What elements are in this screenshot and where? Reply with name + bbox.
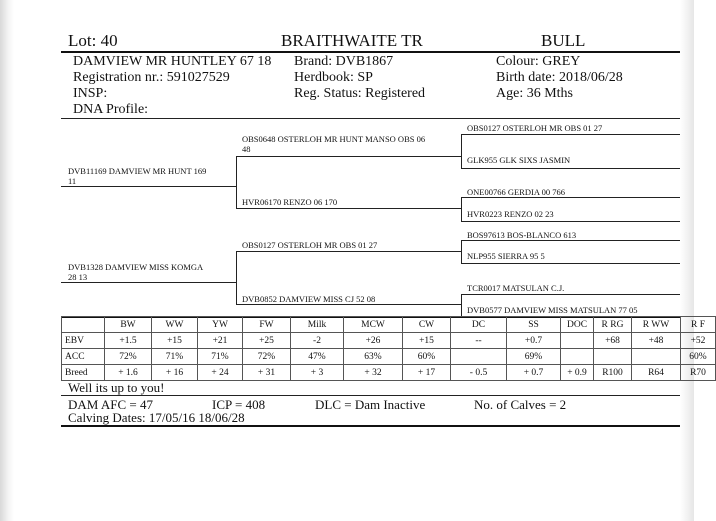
table-cell: 72% bbox=[105, 349, 152, 365]
pedigree-sds: ONE00766 GERDIA 00 766 bbox=[467, 187, 565, 197]
row-label: ACC bbox=[62, 349, 105, 365]
pedigree-dam: DVB1328 DAMVIEW MISS KOMGA 28 13 bbox=[68, 262, 204, 282]
pedigree-connector bbox=[236, 156, 237, 208]
registration-number: Registration nr.: 591027529 bbox=[73, 70, 230, 85]
pedigree-line bbox=[461, 134, 680, 135]
table-header-cell: WW bbox=[152, 317, 198, 333]
table-cell: 71% bbox=[198, 349, 243, 365]
registration-status: Reg. Status: Registered bbox=[294, 86, 426, 101]
lot-number: Lot: 40 bbox=[68, 31, 118, 50]
table-header-cell: Milk bbox=[291, 317, 344, 333]
table-cell bbox=[632, 349, 681, 365]
table-header-cell: CW bbox=[403, 317, 451, 333]
table-cell: + 1.6 bbox=[105, 365, 152, 381]
animal-name: DAMVIEW MR HUNTLEY 67 18 bbox=[73, 54, 272, 69]
table-header-cell: MCW bbox=[344, 317, 403, 333]
pedigree-connector bbox=[461, 294, 462, 316]
bottom-rule bbox=[61, 425, 680, 427]
calving-dates: Calving Dates: 17/05/16 18/06/28 bbox=[68, 410, 245, 425]
dam-icp: ICP = 408 bbox=[212, 397, 266, 412]
page-edge-right bbox=[680, 0, 694, 521]
pedigree-dsd: NLP955 SIERRA 95 5 bbox=[467, 251, 545, 261]
table-cell: +48 bbox=[632, 333, 681, 349]
table-cell: 60% bbox=[403, 349, 451, 365]
table-cell: 72% bbox=[243, 349, 291, 365]
table-header-cell: SS bbox=[507, 317, 561, 333]
pedigree-ddd: DVB0577 DAMVIEW MISS MATSULAN 77 05 bbox=[467, 305, 638, 315]
table-cell: +52 bbox=[681, 333, 716, 349]
table-cell: +15 bbox=[403, 333, 451, 349]
table-cell bbox=[451, 349, 507, 365]
sex-label: BULL bbox=[541, 31, 586, 50]
table-cell: +25 bbox=[243, 333, 291, 349]
traits-table bbox=[61, 316, 716, 381]
table-cell: + 0.7 bbox=[507, 365, 561, 381]
table-cell: R64 bbox=[632, 365, 681, 381]
table-cell: +0.7 bbox=[507, 333, 561, 349]
table-cell: + 17 bbox=[403, 365, 451, 381]
table-header-cell: R RG bbox=[594, 317, 632, 333]
table-cell: + 24 bbox=[198, 365, 243, 381]
table-cell: 47% bbox=[291, 349, 344, 365]
pedigree-ssd: GLK955 GLK SIXS JASMIN bbox=[467, 155, 571, 165]
comment-rule bbox=[61, 395, 680, 396]
dam-dlc: DLC = Dam Inactive bbox=[315, 397, 426, 412]
dam-afc: DAM AFC = 47 bbox=[68, 397, 153, 412]
dam-calves: No. of Calves = 2 bbox=[474, 397, 567, 412]
pedigree-line bbox=[461, 294, 680, 295]
row-label: EBV bbox=[62, 333, 105, 349]
table-header-cell: R F bbox=[681, 317, 716, 333]
pedigree-line bbox=[236, 304, 462, 305]
table-cell: + 0.9 bbox=[561, 365, 594, 381]
table-header-cell bbox=[62, 317, 105, 333]
pedigree-sire-dam: HVR06170 RENZO 06 170 bbox=[242, 197, 338, 207]
pedigree-sdd: HVR0223 RENZO 02 23 bbox=[467, 209, 554, 219]
comment-text: Well its up to you! bbox=[68, 380, 165, 395]
details-rule bbox=[61, 118, 680, 119]
pedigree-line bbox=[461, 168, 680, 169]
table-cell: 71% bbox=[152, 349, 198, 365]
pedigree-sire-sire: OBS0648 OSTERLOH MR HUNT MANSO OBS 06 48 bbox=[242, 134, 426, 154]
table-cell: +15 bbox=[152, 333, 198, 349]
pedigree-line bbox=[236, 208, 462, 209]
birth-date: Birth date: 2018/06/28 bbox=[496, 70, 623, 85]
pedigree-sire: DVB11169 DAMVIEW MR HUNT 169 11 bbox=[68, 166, 207, 186]
table-cell: - 0.5 bbox=[451, 365, 507, 381]
table-cell: 69% bbox=[507, 349, 561, 365]
pedigree-connector bbox=[461, 197, 462, 221]
pedigree-sss: OBS0127 OSTERLOH MR OBS 01 27 bbox=[467, 123, 603, 133]
traits-acc-row bbox=[62, 349, 716, 365]
pedigree-connector bbox=[236, 251, 237, 304]
brand: Brand: DVB1867 bbox=[294, 54, 394, 69]
pedigree-line bbox=[61, 282, 237, 283]
table-cell bbox=[561, 333, 594, 349]
traits-ebv-row bbox=[62, 333, 716, 349]
traits-header-row bbox=[62, 317, 716, 333]
table-header-cell: DC bbox=[451, 317, 507, 333]
table-header-cell: DOC bbox=[561, 317, 594, 333]
herdbook: Herdbook: SP bbox=[294, 70, 373, 85]
table-header-cell: YW bbox=[198, 317, 243, 333]
pedigree-line bbox=[61, 186, 237, 187]
table-cell: +21 bbox=[198, 333, 243, 349]
breeder-name: BRAITHWAITE TR bbox=[281, 31, 423, 50]
pedigree-dam-sire: OBS0127 OSTERLOH MR OBS 01 27 bbox=[242, 240, 378, 250]
pedigree-dam-dam: DVB0852 DAMVIEW MISS CJ 52 08 bbox=[242, 294, 376, 304]
pedigree-line bbox=[236, 156, 462, 157]
colour: Colour: GREY bbox=[496, 54, 581, 69]
table-header-cell: BW bbox=[105, 317, 152, 333]
insp-label: INSP: bbox=[73, 86, 108, 101]
pedigree-line bbox=[461, 197, 680, 198]
pedigree-line bbox=[461, 263, 680, 264]
pedigree-dss: BOS97613 BOS-BLANCO 613 bbox=[467, 230, 577, 240]
table-cell: 60% bbox=[681, 349, 716, 365]
table-cell: R70 bbox=[681, 365, 716, 381]
table-header-cell: FW bbox=[243, 317, 291, 333]
pedigree-dds: TCR0017 MATSULAN C.J. bbox=[467, 283, 565, 293]
pedigree-line bbox=[461, 240, 680, 241]
table-cell: +1.5 bbox=[105, 333, 152, 349]
traits-breed-row bbox=[62, 365, 716, 381]
table-cell: -2 bbox=[291, 333, 344, 349]
table-cell bbox=[561, 349, 594, 365]
page-edge-left bbox=[0, 0, 14, 521]
table-cell: +68 bbox=[594, 333, 632, 349]
table-cell: -- bbox=[451, 333, 507, 349]
pedigree-line bbox=[236, 251, 462, 252]
table-cell bbox=[594, 349, 632, 365]
table-cell: + 3 bbox=[291, 365, 344, 381]
pedigree-line bbox=[461, 221, 680, 222]
table-cell: 63% bbox=[344, 349, 403, 365]
row-label: Breed bbox=[62, 365, 105, 381]
table-cell: + 31 bbox=[243, 365, 291, 381]
dna-profile-label: DNA Profile: bbox=[73, 102, 149, 117]
table-cell: + 16 bbox=[152, 365, 198, 381]
table-cell: R100 bbox=[594, 365, 632, 381]
table-cell: + 32 bbox=[344, 365, 403, 381]
pedigree-connector bbox=[461, 134, 462, 168]
table-cell: +26 bbox=[344, 333, 403, 349]
age: Age: 36 Mths bbox=[496, 86, 573, 101]
pedigree-connector bbox=[461, 240, 462, 263]
table-header-cell: R WW bbox=[632, 317, 681, 333]
header-rule bbox=[61, 51, 680, 53]
